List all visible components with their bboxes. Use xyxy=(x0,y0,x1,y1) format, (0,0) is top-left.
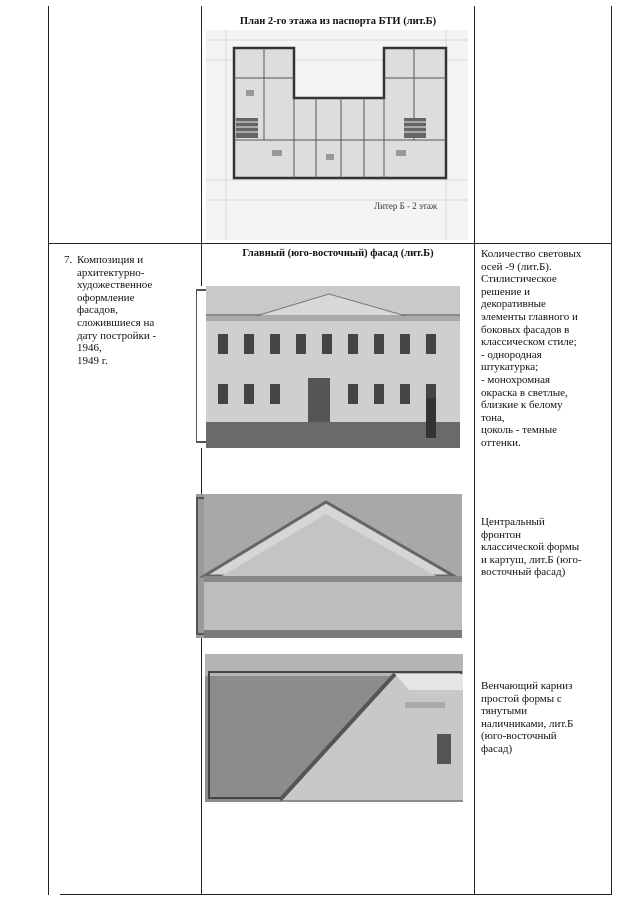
row-number: 7. xyxy=(64,254,73,266)
table-divider-1 xyxy=(201,6,202,895)
row-title-text: Композиция и архитектурно- художественное оформление фасадов, сложившиеся на дату постройки - 1946, 1949 г. xyxy=(77,254,157,367)
floor-plan-image xyxy=(206,30,468,240)
table-row-divider xyxy=(48,243,612,244)
cornice-photo xyxy=(205,654,463,802)
cornice-description: Венчающий карниз простой формы с тянутыми наличниками, лит.Б (юго-восточный фасад) xyxy=(481,680,574,755)
table-divider-2 xyxy=(474,6,475,895)
facade-description: Количество световых осей -9 (лит.Б). Стилистическое решение и декоративные элементы главного и боковых фасадов в классическом стиле; - однородная штукатурка; - монохромная окраска в светлые, близкие к белому тона, цоколь - темные оттенки. xyxy=(481,248,582,449)
table-border-left xyxy=(48,6,49,895)
table-bottom-border xyxy=(60,894,612,895)
floor-plan-label: Литер Б - 2 этаж xyxy=(374,201,438,211)
pediment-photo xyxy=(196,494,462,638)
pediment-description: Центральный фронтон классической формы и картуш, лит.Б (юго- восточный фасад) xyxy=(481,516,582,579)
facade-caption: Главный (юго-восточный) фасад (лит.Б) xyxy=(242,248,434,259)
facade-photo xyxy=(196,286,460,448)
table-border-right xyxy=(611,6,612,895)
floor-plan-caption: План 2-го этажа из паспорта БТИ (лит.Б) xyxy=(239,16,437,27)
